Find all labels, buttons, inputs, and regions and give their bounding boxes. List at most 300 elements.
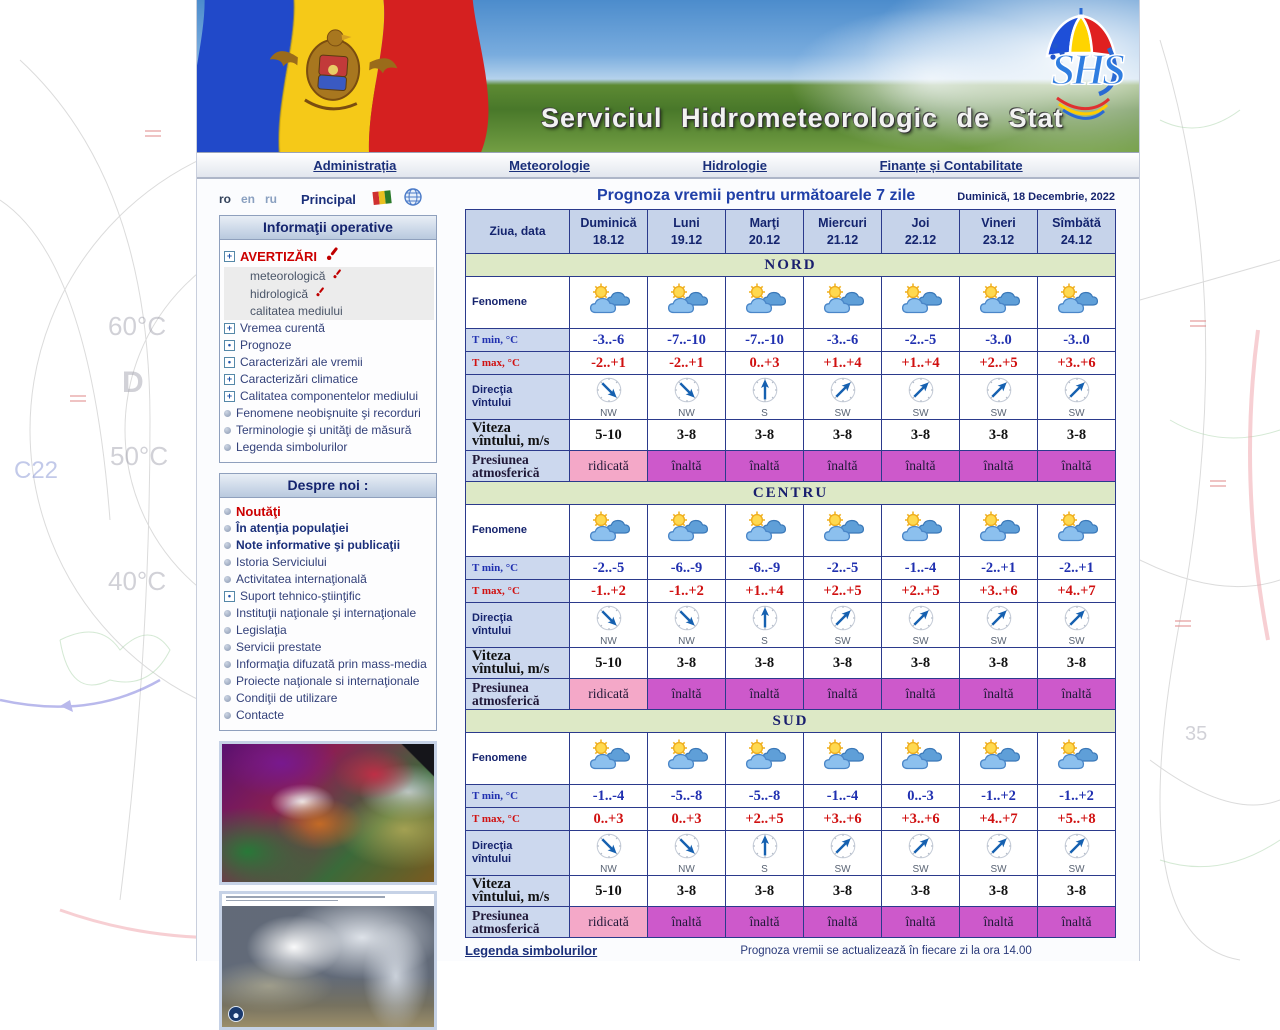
wind-direction-compass-icon — [984, 831, 1014, 861]
tmin-cell: -7..-10 — [648, 329, 726, 352]
pressure-cell: înaltă — [882, 907, 960, 938]
sidebar-item-activitatea-interna-ional[interactable] — [224, 571, 434, 588]
sidebar-item-n-aten-ia-popula-iei[interactable] — [224, 520, 434, 537]
sidebar-item-suport-tehnico-tiin-ific[interactable] — [224, 588, 434, 605]
wind-direction-cell: NW — [648, 375, 726, 420]
pressure-row-nord — [466, 451, 1116, 482]
operative-menu — [219, 215, 437, 463]
sidebar-item-servicii-prestate[interactable] — [224, 639, 434, 656]
sidebar-item-note-informative-i-publica-ii[interactable] — [224, 537, 434, 554]
wind-speed-row-sud — [466, 876, 1116, 907]
sidebar-item-legenda-simbolurilor[interactable] — [224, 439, 434, 456]
sidebar-item-caracteriz-ri-climatice[interactable] — [224, 371, 434, 388]
wind-direction-compass-icon — [1062, 831, 1092, 861]
sidebar-item-istoria-serviciului[interactable] — [224, 554, 434, 571]
row-label-tmin: T min, °C — [466, 557, 570, 580]
sidebar-item-label: Prognoze — [240, 338, 292, 352]
tmin-row-sud — [466, 785, 1116, 808]
warning-icon — [313, 286, 327, 302]
tmin-cell: -5..-8 — [726, 785, 804, 808]
weather-icon-sun-behind-clouds — [663, 283, 711, 317]
fenomene-cell — [570, 277, 648, 329]
tmin-cell: -6..-9 — [648, 557, 726, 580]
tmax-row-sud — [466, 808, 1116, 831]
fenomene-cell — [882, 733, 960, 785]
row-label-tmax: T max, °C — [466, 580, 570, 603]
wind-direction-compass-icon — [594, 375, 624, 405]
sidebar-item-label: Istoria Serviciului — [236, 555, 327, 569]
wind-direction-cell: SW — [882, 375, 960, 420]
wind-direction-cell: NW — [648, 603, 726, 648]
tmin-cell: -2..+1 — [1038, 557, 1116, 580]
day-header-vineri: Vineri 23.12 — [960, 210, 1038, 254]
row-label-wind-direction: Direcţia vîntului — [466, 603, 570, 648]
sidebar-item-informa-ia-difuzat-prin-mass-media[interactable] — [224, 656, 434, 673]
pressure-cell: înaltă — [726, 451, 804, 482]
day-column-header: Ziua, data — [466, 210, 570, 254]
wind-speed-cell: 3-8 — [960, 876, 1038, 907]
wind-direction-compass-icon — [1062, 375, 1092, 405]
tmax-cell: +1..+4 — [726, 580, 804, 603]
wind-speed-cell: 3-8 — [726, 876, 804, 907]
sidebar-item-label: Suport tehnico-ştiinţific — [240, 589, 361, 603]
weather-icon-sun-behind-clouds — [585, 511, 633, 545]
language-ru[interactable]: ru — [265, 192, 278, 206]
fenomene-cell — [804, 505, 882, 557]
sidebar-item-label: Informaţia difuzată prin mass-media — [236, 657, 427, 671]
sidebar-item-calitatea-mediului[interactable] — [224, 303, 434, 320]
sidebar-item-avertiz-ri[interactable] — [224, 245, 434, 267]
row-label-tmin: T min, °C — [466, 785, 570, 808]
wind-direction-row-nord — [466, 375, 1116, 420]
pressure-cell: înaltă — [1038, 679, 1116, 710]
weather-icon-sun-behind-clouds — [975, 511, 1023, 545]
tmin-cell: -1..-4 — [804, 785, 882, 808]
shs-umbrella-logo — [1031, 2, 1131, 145]
weather-icon-sun-behind-clouds — [741, 511, 789, 545]
sidebar-item-label: Condiţii de utilizare — [236, 691, 338, 705]
sidebar-item-prognoze[interactable] — [224, 337, 434, 354]
sidebar-item-label: În atenţia populaţiei — [236, 521, 349, 535]
wind-direction-compass-icon — [672, 375, 702, 405]
nav-link-finan-e-i-contabilitate[interactable]: Finanțe și Contabilitate — [879, 157, 1023, 173]
day-header-mar-i: Marţi 20.12 — [726, 210, 804, 254]
row-label-fenomene: Fenomene — [466, 505, 570, 557]
fenomene-cell — [1038, 505, 1116, 557]
sidebar-item-label: Note informative şi publicaţii — [236, 538, 401, 552]
weather-icon-sun-behind-clouds — [975, 283, 1023, 317]
wind-speed-cell: 3-8 — [648, 876, 726, 907]
fenomene-cell — [648, 733, 726, 785]
row-label-wind-speed: Viteza vîntului, m/s — [466, 648, 570, 679]
language-ro[interactable]: ro — [219, 192, 231, 206]
wind-speed-row-centru — [466, 648, 1116, 679]
wind-direction-compass-icon — [672, 831, 702, 861]
region-name-nord: NORD — [466, 254, 1116, 277]
wind-direction-cell: SW — [882, 831, 960, 876]
pressure-cell: înaltă — [804, 907, 882, 938]
fenomene-cell — [726, 505, 804, 557]
sidebar-item-label: Noutăţi — [236, 504, 281, 519]
wind-direction-cell: NW — [570, 603, 648, 648]
table-header-row — [466, 210, 1116, 254]
satellite-image-airmass[interactable] — [219, 741, 437, 885]
weather-icon-sun-behind-clouds — [741, 739, 789, 773]
tmin-cell: -3..-6 — [570, 329, 648, 352]
bullet-icon — [224, 542, 231, 549]
wind-direction-cell: SW — [1038, 603, 1116, 648]
fenomene-cell — [648, 505, 726, 557]
wind-direction-cell: NW — [648, 831, 726, 876]
svg-text:D: D — [122, 366, 144, 399]
weather-icon-sun-behind-clouds — [819, 283, 867, 317]
tmin-cell: -6..-9 — [726, 557, 804, 580]
bullet-icon — [224, 627, 231, 634]
sidebar-item-terminologie-i-unit-i-de-m-sur[interactable] — [224, 422, 434, 439]
pressure-cell: înaltă — [1038, 451, 1116, 482]
tmin-cell: -7..-10 — [726, 329, 804, 352]
tmin-cell: -2..-5 — [882, 329, 960, 352]
sidebar-item-label: AVERTIZĂRI — [240, 248, 318, 264]
pressure-cell: înaltă — [804, 451, 882, 482]
tmax-cell: 0..+3 — [570, 808, 648, 831]
wind-direction-cell: S — [726, 375, 804, 420]
region-band-row — [466, 710, 1116, 733]
wind-direction-cell: NW — [570, 831, 648, 876]
fenomene-cell — [960, 277, 1038, 329]
language-en[interactable]: en — [241, 192, 256, 206]
row-label-tmin: T min, °C — [466, 329, 570, 352]
tmax-row-centru — [466, 580, 1116, 603]
region-name-centru: CENTRU — [466, 482, 1116, 505]
bullet-icon — [224, 427, 231, 434]
wind-direction-row-centru — [466, 603, 1116, 648]
wind-direction-compass-icon — [906, 375, 936, 405]
wind-speed-cell: 3-8 — [882, 648, 960, 679]
pressure-cell: înaltă — [648, 451, 726, 482]
wind-speed-cell: 3-8 — [882, 420, 960, 451]
forecast-table — [465, 209, 1116, 938]
despre-menu-title: Despre noi : — [220, 474, 436, 498]
fenomene-cell — [1038, 277, 1116, 329]
bullet-icon — [224, 559, 231, 566]
sidebar-item-label: Legislaţia — [236, 623, 287, 637]
svg-text:C22: C22 — [14, 457, 59, 484]
dot-box-icon[interactable]: • — [224, 591, 235, 602]
region-band-row — [466, 482, 1116, 505]
expand-plus-icon[interactable]: + — [224, 323, 235, 334]
tmax-cell: -1..+2 — [648, 580, 726, 603]
sidebar-item-label: Legenda simbolurilor — [236, 440, 348, 454]
wind-direction-cell: SW — [960, 375, 1038, 420]
wind-direction-cell: SW — [804, 831, 882, 876]
wind-direction-compass-icon — [672, 603, 702, 633]
fenomene-cell — [804, 277, 882, 329]
tmin-cell: -2..+1 — [960, 557, 1038, 580]
update-note: Prognoza vremii se actualizează în fiecare zi la ora 14.00 — [740, 944, 1032, 957]
wmo-globe-icon[interactable] — [404, 188, 422, 211]
dot-box-icon[interactable]: • — [224, 357, 235, 368]
fenomene-cell — [726, 277, 804, 329]
pressure-cell: ridicată — [570, 679, 648, 710]
weather-icon-sun-behind-clouds — [1053, 739, 1101, 773]
weather-icon-sun-behind-clouds — [897, 739, 945, 773]
sidebar-item-label: Servicii prestate — [236, 640, 322, 654]
operative-menu-title: Informaţii operative — [220, 216, 436, 240]
site-title: Serviciul Hidrometeorologic de Stat — [541, 103, 1064, 133]
sidebar-item-label: Fenomene neobişnuite şi recorduri — [236, 406, 421, 420]
bullet-icon — [224, 525, 231, 532]
main-area — [197, 179, 1139, 961]
wind-speed-cell: 5-10 — [570, 648, 648, 679]
weather-icon-sun-behind-clouds — [897, 511, 945, 545]
svg-text:60°C: 60°C — [108, 311, 167, 341]
wind-direction-compass-icon — [750, 603, 780, 633]
wind-direction-cell: SW — [960, 831, 1038, 876]
row-label-wind-speed: Viteza vîntului, m/s — [466, 876, 570, 907]
row-label-wind-speed: Viteza vîntului, m/s — [466, 420, 570, 451]
wind-speed-cell: 3-8 — [726, 420, 804, 451]
tmax-cell: +2..+5 — [882, 580, 960, 603]
expand-plus-icon[interactable]: + — [224, 251, 235, 262]
fenomene-cell — [804, 733, 882, 785]
tmax-cell: -2..+1 — [570, 352, 648, 375]
nav-link-hidrologie[interactable]: Hidrologie — [702, 157, 767, 173]
tmax-cell: +2..+5 — [804, 580, 882, 603]
forecast-title: Prognoza vremii pentru următoarele 7 zile — [596, 187, 916, 204]
tmax-row-nord — [466, 352, 1116, 375]
weather-icon-sun-behind-clouds — [1053, 283, 1101, 317]
pressure-cell: înaltă — [804, 679, 882, 710]
day-header-miercuri: Miercuri 21.12 — [804, 210, 882, 254]
wind-speed-row-nord — [466, 420, 1116, 451]
tmin-cell: -3..-6 — [804, 329, 882, 352]
sidebar-item-proiecte-na-ionale-si-interna-ionale[interactable] — [224, 673, 434, 690]
sidebar-item-label: hidrologică — [250, 286, 309, 301]
tmax-cell: +2..+5 — [960, 352, 1038, 375]
wind-direction-cell: NW — [570, 375, 648, 420]
fenomene-row-centru — [466, 505, 1116, 557]
tmin-cell: -1..-4 — [882, 557, 960, 580]
wind-direction-cell: SW — [804, 375, 882, 420]
fenomene-cell — [726, 733, 804, 785]
tmax-cell: +3..+6 — [960, 580, 1038, 603]
sidebar-item-legisla-ia[interactable] — [224, 622, 434, 639]
sidebar-item-label: Caracterizări ale vremii — [240, 355, 363, 369]
sidebar-item-fenomene-neobi-nuite-i-recorduri[interactable] — [224, 405, 434, 422]
wind-speed-cell: 5-10 — [570, 420, 648, 451]
weather-icon-sun-behind-clouds — [1053, 511, 1101, 545]
pressure-cell: înaltă — [882, 679, 960, 710]
region-name-sud: SUD — [466, 710, 1116, 733]
row-label-pressure: Presiunea atmosferică — [466, 451, 570, 482]
noaa-logo-icon — [228, 1006, 244, 1022]
row-label-wind-direction: Direcţia vîntului — [466, 375, 570, 420]
despre-menu — [219, 473, 437, 731]
weather-icon-sun-behind-clouds — [663, 511, 711, 545]
bullet-icon — [224, 444, 231, 451]
wind-direction-cell: SW — [1038, 831, 1116, 876]
day-header-s-mb-t: Sîmbătă 24.12 — [1038, 210, 1116, 254]
wind-direction-cell: SW — [1038, 375, 1116, 420]
wind-speed-cell: 3-8 — [648, 420, 726, 451]
sidebar-item-label: Activitatea internaţională — [236, 572, 367, 586]
fenomene-cell — [1038, 733, 1116, 785]
bullet-icon — [224, 410, 231, 417]
tmax-cell: 0..+3 — [726, 352, 804, 375]
wind-direction-cell: S — [726, 831, 804, 876]
row-label-fenomene: Fenomene — [466, 277, 570, 329]
wind-speed-cell: 3-8 — [804, 648, 882, 679]
wind-direction-compass-icon — [906, 603, 936, 633]
svg-text:35: 35 — [1185, 723, 1208, 745]
fenomene-row-sud — [466, 733, 1116, 785]
tmin-cell: -2..-5 — [804, 557, 882, 580]
wind-direction-compass-icon — [828, 603, 858, 633]
sidebar-item-label: Proiecte naţionale si internaţionale — [236, 674, 420, 688]
row-label-wind-direction: Direcţia vîntului — [466, 831, 570, 876]
pressure-cell: înaltă — [882, 451, 960, 482]
fenomene-cell — [882, 277, 960, 329]
bullet-icon — [224, 661, 231, 668]
sidebar-item-meteorologic[interactable] — [224, 267, 434, 285]
nav-link-meteorologie[interactable]: Meteorologie — [509, 157, 590, 173]
tmin-cell: -3..0 — [1038, 329, 1116, 352]
wind-direction-compass-icon — [984, 603, 1014, 633]
sidebar-item-vremea-curent[interactable] — [224, 320, 434, 337]
weather-icon-sun-behind-clouds — [819, 511, 867, 545]
tmin-cell: -5..-8 — [648, 785, 726, 808]
bullet-icon — [224, 678, 231, 685]
expand-plus-icon[interactable]: + — [224, 391, 235, 402]
wind-direction-compass-icon — [906, 831, 936, 861]
tmax-cell: +3..+6 — [804, 808, 882, 831]
svg-text:50°C: 50°C — [110, 441, 169, 471]
wind-speed-cell: 3-8 — [960, 420, 1038, 451]
sidebar-item-condi-ii-de-utilizare[interactable] — [224, 690, 434, 707]
sidebar-item-label: calitatea mediului — [250, 304, 343, 318]
bullet-icon — [224, 695, 231, 702]
fenomene-cell — [960, 505, 1038, 557]
sidebar-item-institu-ii-na-ionale-i-interna-ionale[interactable] — [224, 605, 434, 622]
region-band-row — [466, 254, 1116, 277]
weather-icon-sun-behind-clouds — [585, 739, 633, 773]
wind-direction-compass-icon — [828, 375, 858, 405]
wind-direction-cell: S — [726, 603, 804, 648]
sidebar-item-calitatea-componentelor-mediului[interactable] — [224, 388, 434, 405]
language-bar — [219, 187, 447, 211]
pressure-cell: înaltă — [960, 907, 1038, 938]
bullet-icon — [224, 712, 231, 719]
wind-direction-cell: SW — [882, 603, 960, 648]
weather-icon-sun-behind-clouds — [975, 739, 1023, 773]
fenomene-cell — [960, 733, 1038, 785]
wind-speed-cell: 3-8 — [804, 876, 882, 907]
wind-speed-cell: 3-8 — [1038, 876, 1116, 907]
wind-speed-cell: 3-8 — [960, 648, 1038, 679]
tmax-cell: +2..+5 — [726, 808, 804, 831]
wind-direction-compass-icon — [594, 603, 624, 633]
nav-link-administra-ia[interactable]: Administrația — [313, 157, 397, 173]
sidebar-item-caracteriz-ri-ale-vremii[interactable] — [224, 354, 434, 371]
wind-speed-cell: 3-8 — [804, 420, 882, 451]
tmin-row-nord — [466, 329, 1116, 352]
fenomene-cell — [570, 505, 648, 557]
top-navigation — [197, 152, 1139, 179]
tmin-cell: -2..-5 — [570, 557, 648, 580]
wind-speed-cell: 3-8 — [882, 876, 960, 907]
legend-link[interactable]: Legenda simbolurilor — [465, 943, 598, 958]
row-label-tmax: T max, °C — [466, 808, 570, 831]
sidebar-item-nout-i[interactable] — [224, 503, 434, 520]
principal-link[interactable]: Principal — [301, 191, 356, 207]
row-label-pressure: Presiunea atmosferică — [466, 679, 570, 710]
sidebar-item-label: Contacte — [236, 708, 285, 722]
pressure-cell: ridicată — [570, 451, 648, 482]
pressure-row-centru — [466, 679, 1116, 710]
tmin-cell: 0..-3 — [882, 785, 960, 808]
wind-speed-cell: 3-8 — [726, 648, 804, 679]
page-container — [196, 0, 1140, 961]
sidebar — [197, 179, 447, 961]
weather-icon-sun-behind-clouds — [897, 283, 945, 317]
expand-plus-icon[interactable]: + — [224, 374, 235, 385]
fenomene-cell — [570, 733, 648, 785]
wind-direction-row-sud — [466, 831, 1116, 876]
day-header-joi: Joi 22.12 — [882, 210, 960, 254]
sidebar-item-hidrologic[interactable] — [224, 285, 434, 303]
sidebar-item-label: Instituţii naţionale şi internaţionale — [236, 606, 417, 620]
bullet-icon — [224, 644, 231, 651]
wind-direction-compass-icon — [594, 831, 624, 861]
wind-direction-cell: SW — [804, 603, 882, 648]
sidebar-item-label: Vremea curentă — [240, 321, 325, 335]
tmax-cell: 0..+3 — [648, 808, 726, 831]
sidebar-item-label: Terminologie şi unităţi de măsură — [236, 423, 412, 437]
svg-text:SHS: SHS — [1051, 45, 1123, 94]
row-label-fenomene: Fenomene — [466, 733, 570, 785]
tmax-cell: +5..+8 — [1038, 808, 1116, 831]
dot-box-icon[interactable]: • — [224, 340, 235, 351]
pressure-cell: înaltă — [648, 679, 726, 710]
day-header-luni: Luni 19.12 — [648, 210, 726, 254]
fenomene-row-nord — [466, 277, 1116, 329]
svg-text:40°C: 40°C — [108, 566, 167, 596]
wind-speed-cell: 3-8 — [1038, 648, 1116, 679]
wind-direction-compass-icon — [828, 831, 858, 861]
tmin-cell: -1..-4 — [570, 785, 648, 808]
weather-icon-sun-behind-clouds — [663, 739, 711, 773]
tmax-cell: +4..+7 — [1038, 580, 1116, 603]
row-label-pressure: Presiunea atmosferică — [466, 907, 570, 938]
pressure-cell: înaltă — [1038, 907, 1116, 938]
weather-icon-sun-behind-clouds — [741, 283, 789, 317]
wind-direction-compass-icon — [984, 375, 1014, 405]
warning-icon — [330, 268, 344, 284]
moldova-flag-image — [197, 0, 543, 152]
pressure-cell: înaltă — [726, 907, 804, 938]
weather-icon-sun-behind-clouds — [585, 283, 633, 317]
tmin-cell: -3..0 — [960, 329, 1038, 352]
forecast-date: Duminică, 18 Decembrie, 2022 — [957, 191, 1115, 203]
fenomene-cell — [648, 277, 726, 329]
pressure-cell: înaltă — [648, 907, 726, 938]
wind-direction-compass-icon — [1062, 603, 1092, 633]
bullet-icon — [224, 610, 231, 617]
pressure-cell: ridicată — [570, 907, 648, 938]
sidebar-item-contacte[interactable] — [224, 707, 434, 724]
forecast-column — [447, 179, 1139, 961]
